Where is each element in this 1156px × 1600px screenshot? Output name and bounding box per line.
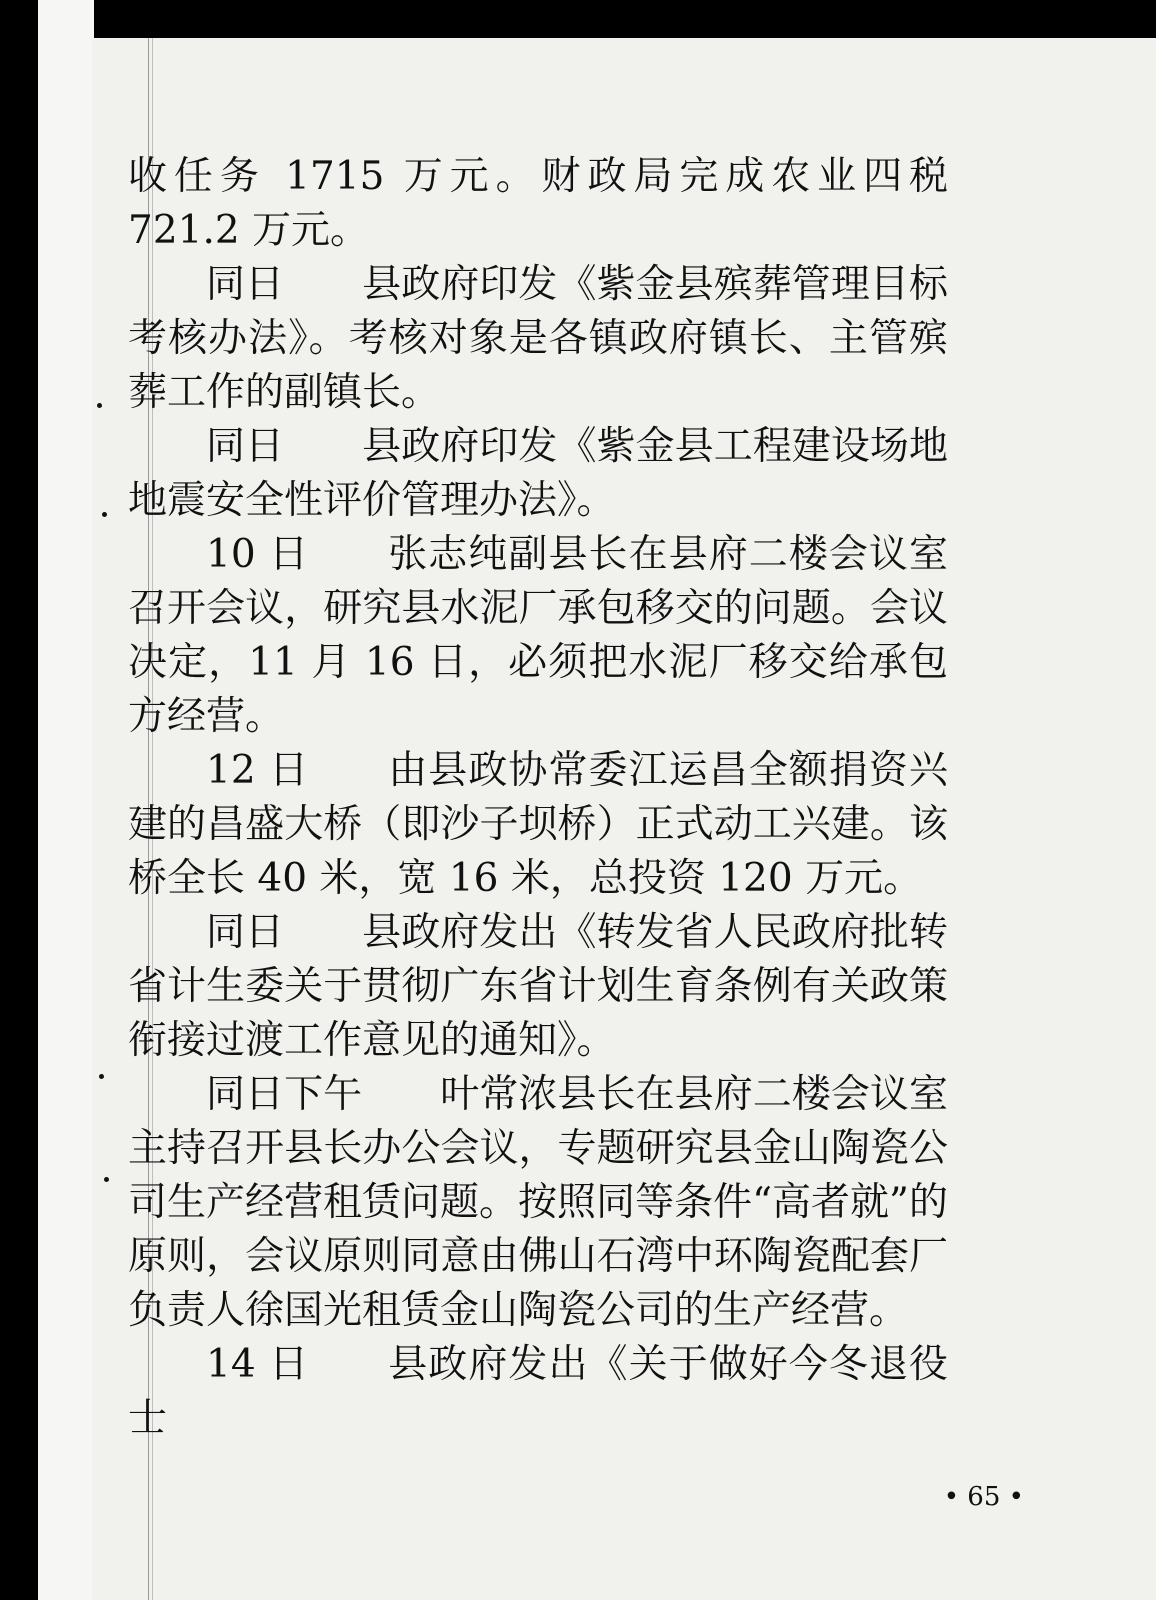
paragraph-text: 收任务 1715 万元。财政局完成农业四税 721.2 万元。 — [128, 154, 948, 253]
body-text — [128, 150, 948, 1446]
paragraph — [128, 150, 948, 258]
paragraph — [128, 906, 948, 1068]
date-label: 14 日 — [206, 1342, 310, 1387]
scan-speck — [99, 1074, 104, 1079]
paragraph-text: 由县政协常委江运昌全额捐资兴建的昌盛大桥（即沙子坝桥）正式动工兴建。该桥全长 40 米，宽 16 米，总投资 120 万元。 — [128, 748, 948, 901]
paragraph — [128, 528, 948, 744]
paragraph-text: 县政府发出《转发省人民政府批转省计生委关于贯彻广东省计划生育条例有关政策衔接过渡工作意见的通知》。 — [128, 910, 948, 1063]
date-label: 同日下午 — [206, 1072, 363, 1117]
scan-speck — [102, 512, 107, 517]
paragraph — [128, 420, 948, 528]
date-label: 同日 — [206, 424, 285, 469]
scan-speck — [97, 403, 102, 408]
scan-margin-strip — [38, 0, 94, 1600]
paragraph — [128, 744, 948, 906]
paragraph — [128, 1068, 948, 1338]
date-label: 10 日 — [206, 532, 310, 577]
scan-speck — [104, 1177, 109, 1182]
paragraph-text: 县政府印发《紫金县工程建设场地地震安全性评价管理办法》。 — [128, 424, 948, 523]
paragraph-text: 叶常浓县长在县府二楼会议室主持召开县长办公会议，专题研究县金山陶瓷公司生产经营租赁问题。按照同等条件“高者就”的原则，会议原则同意由佛山石湾中环陶瓷配套厂负责人徐国光租赁金山陶瓷公司的生产经营。 — [128, 1072, 948, 1333]
paragraph-text: 张志纯副县长在县府二楼会议室召开会议，研究县水泥厂承包移交的问题。会议决定，11 月 16 日，必须把水泥厂移交给承包方经营。 — [128, 532, 948, 739]
date-label: 12 日 — [206, 748, 310, 793]
paragraph-text: 县政府印发《紫金县殡葬管理目标考核办法》。考核对象是各镇政府镇长、主管殡葬工作的副镇长。 — [128, 262, 948, 415]
date-label: 同日 — [206, 910, 285, 955]
page-number: • 65 • — [943, 1482, 1024, 1512]
paragraph-text: 县政府发出《关于做好今冬退役士 — [128, 1342, 948, 1441]
paragraph — [128, 258, 948, 420]
paragraph — [128, 1338, 948, 1446]
date-label: 同日 — [206, 262, 285, 307]
